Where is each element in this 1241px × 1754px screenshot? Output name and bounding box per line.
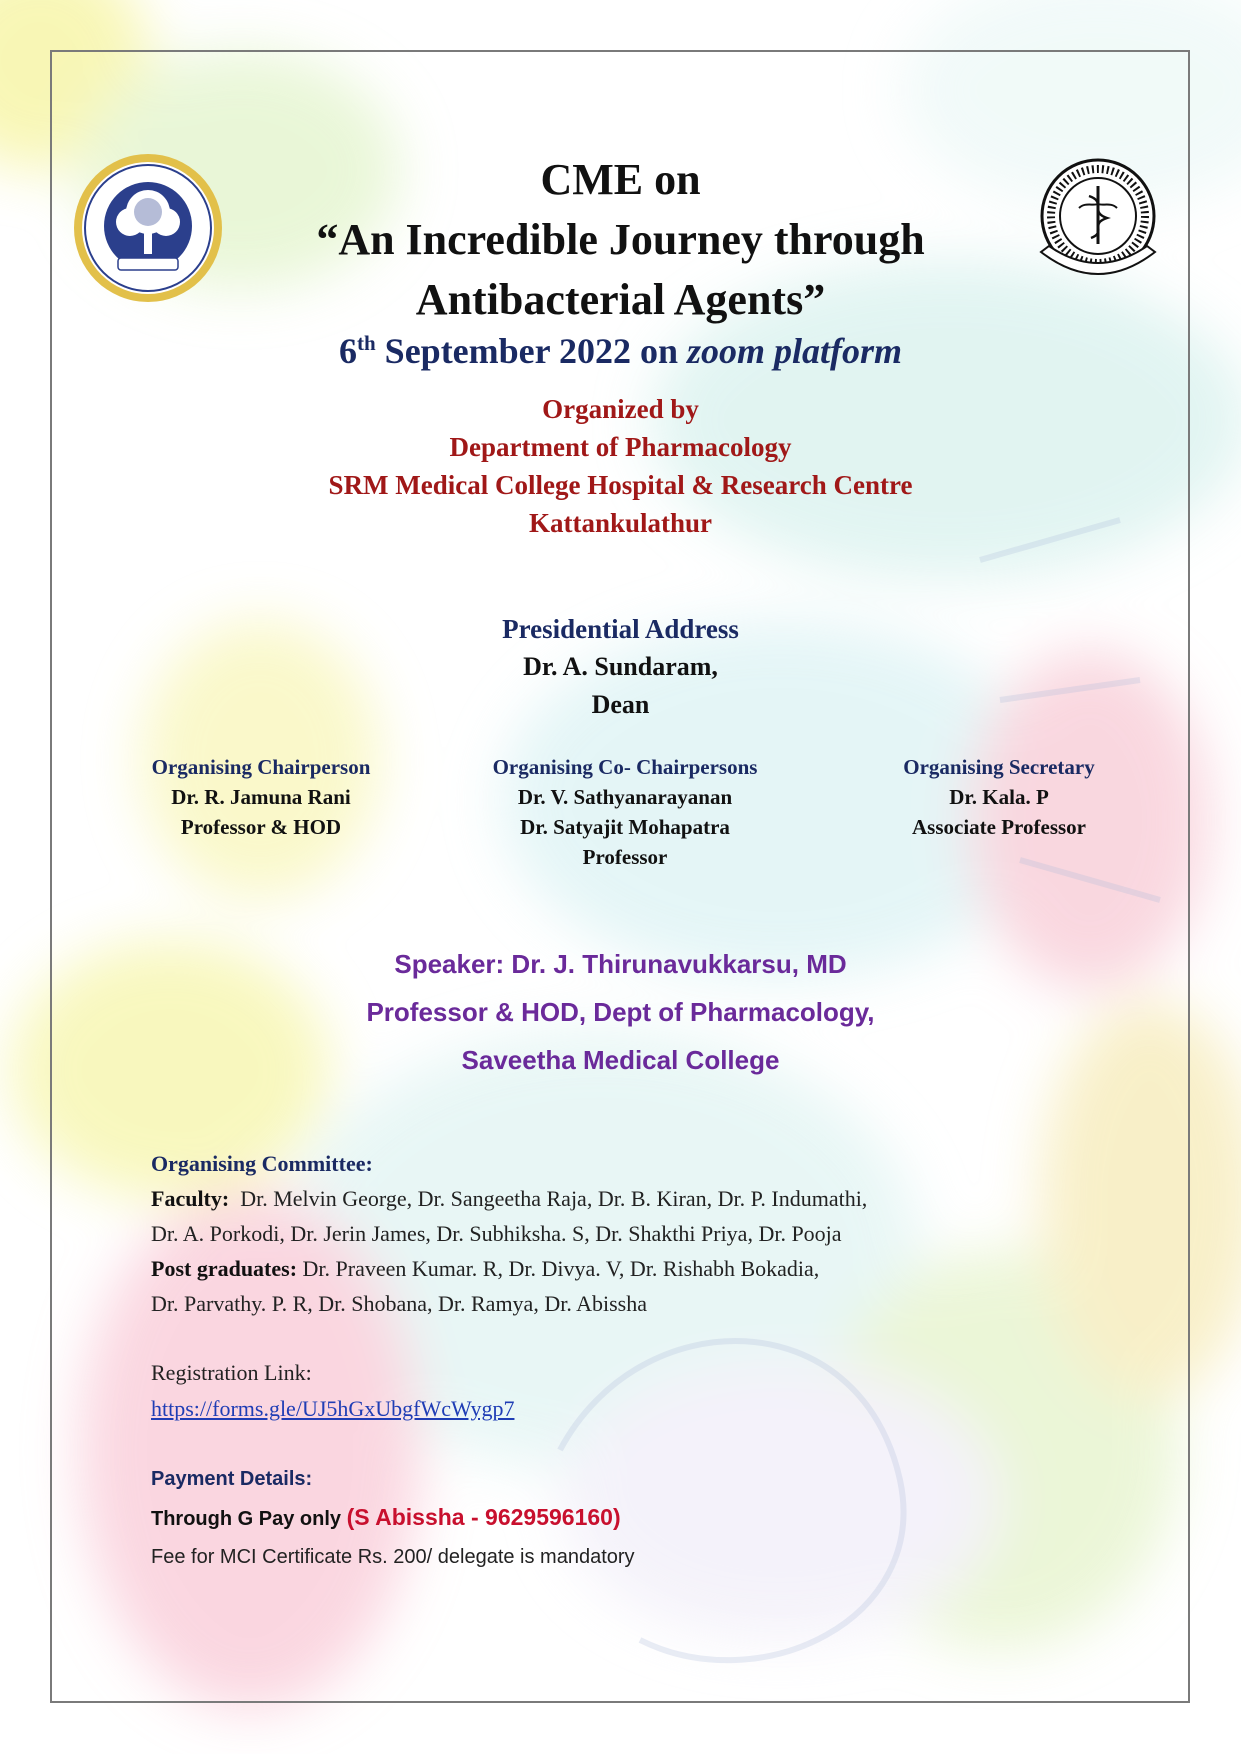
title-line-2: “An Incredible Journey through <box>316 215 925 264</box>
speaker-block <box>0 940 1241 1084</box>
registration-link[interactable]: https://forms.gle/UJ5hGxUbgfWcWygp7 <box>151 1396 515 1421</box>
co-chairperson-name-2: Dr. Satyajit Mohapatra <box>520 815 730 839</box>
co-chairperson-name-1: Dr. V. Sathyanarayanan <box>517 785 733 809</box>
presidential-name: Dr. A. Sundaram, <box>523 652 718 681</box>
chairperson-block <box>91 752 431 842</box>
payment-method: Through G Pay only <box>151 1508 347 1530</box>
secretary-name: Dr. Kala. P <box>949 785 1049 809</box>
presidential-heading: Presidential Address <box>502 614 739 644</box>
committee-heading: Organising Committee: <box>151 1151 373 1176</box>
secretary-block <box>829 752 1169 842</box>
speaker-line-3: Saveetha Medical College <box>461 1045 780 1075</box>
payment-fee: Fee for MCI Certificate Rs. 200/ delegate is mandatory <box>151 1546 635 1568</box>
faculty-label: Faculty: <box>151 1186 230 1211</box>
payment-method-line <box>151 1498 1111 1538</box>
organizer-location: Kattankulathur <box>528 508 713 538</box>
chairperson-name: Dr. R. Jamuna Rani <box>171 785 351 809</box>
speaker-line-2: Professor & HOD, Dept of Pharmacology, <box>366 997 875 1027</box>
date-platform: zoom platform <box>687 331 903 371</box>
pg-names-1: Dr. Praveen Kumar. R, Dr. Divya. V, Dr. Rishabh Bokadia, <box>302 1256 820 1281</box>
pg-line-2: Dr. Parvathy. P. R, Dr. Shobana, Dr. Ramya, Dr. Abissha <box>151 1291 647 1316</box>
payment-block <box>151 1460 1111 1576</box>
organising-committee <box>151 1146 1111 1321</box>
pg-label: Post graduates: <box>151 1256 298 1281</box>
event-title <box>0 150 1241 330</box>
organizer-department: Department of Pharmacology <box>449 432 792 462</box>
co-chairpersons-heading: Organising Co- Chairpersons <box>492 755 758 779</box>
title-line-1: CME on <box>540 155 701 204</box>
registration-block <box>151 1355 1111 1427</box>
co-chairperson-role: Professor <box>582 845 668 869</box>
date-suffix: th <box>356 331 376 355</box>
secretary-heading: Organising Secretary <box>903 755 1095 779</box>
speaker-line-1: Speaker: Dr. J. Thirunavukkarsu, MD <box>394 949 847 979</box>
pg-line-1 <box>151 1251 1111 1286</box>
organizer-block <box>0 390 1241 542</box>
chairperson-role: Professor & HOD <box>180 815 342 839</box>
event-date <box>0 330 1241 372</box>
organized-by-label: Organized by <box>542 394 699 424</box>
chairperson-heading: Organising Chairperson <box>151 755 371 779</box>
co-chairpersons-block <box>455 752 795 872</box>
secretary-role: Associate Professor <box>912 815 1086 839</box>
faculty-names-1: Dr. Melvin George, Dr. Sangeetha Raja, Dr. B. Kiran, Dr. P. Indumathi, <box>240 1186 868 1211</box>
faculty-line-2: Dr. A. Porkodi, Dr. Jerin James, Dr. Subhiksha. S, Dr. Shakthi Priya, Dr. Pooja <box>151 1221 842 1246</box>
presidential-role: Dean <box>591 690 650 719</box>
organizer-institution: SRM Medical College Hospital & Research Centre <box>328 470 913 500</box>
payment-heading: Payment Details: <box>151 1468 313 1490</box>
registration-label: Registration Link: <box>151 1360 312 1385</box>
date-day: 6 <box>338 331 357 371</box>
faculty-line-1 <box>151 1181 1111 1216</box>
date-rest: September 2022 on <box>375 331 687 371</box>
payment-payee: (S Abissha - 9629596160) <box>346 1504 621 1530</box>
title-line-3: Antibacterial Agents” <box>415 275 826 324</box>
presidential-address <box>0 610 1241 724</box>
